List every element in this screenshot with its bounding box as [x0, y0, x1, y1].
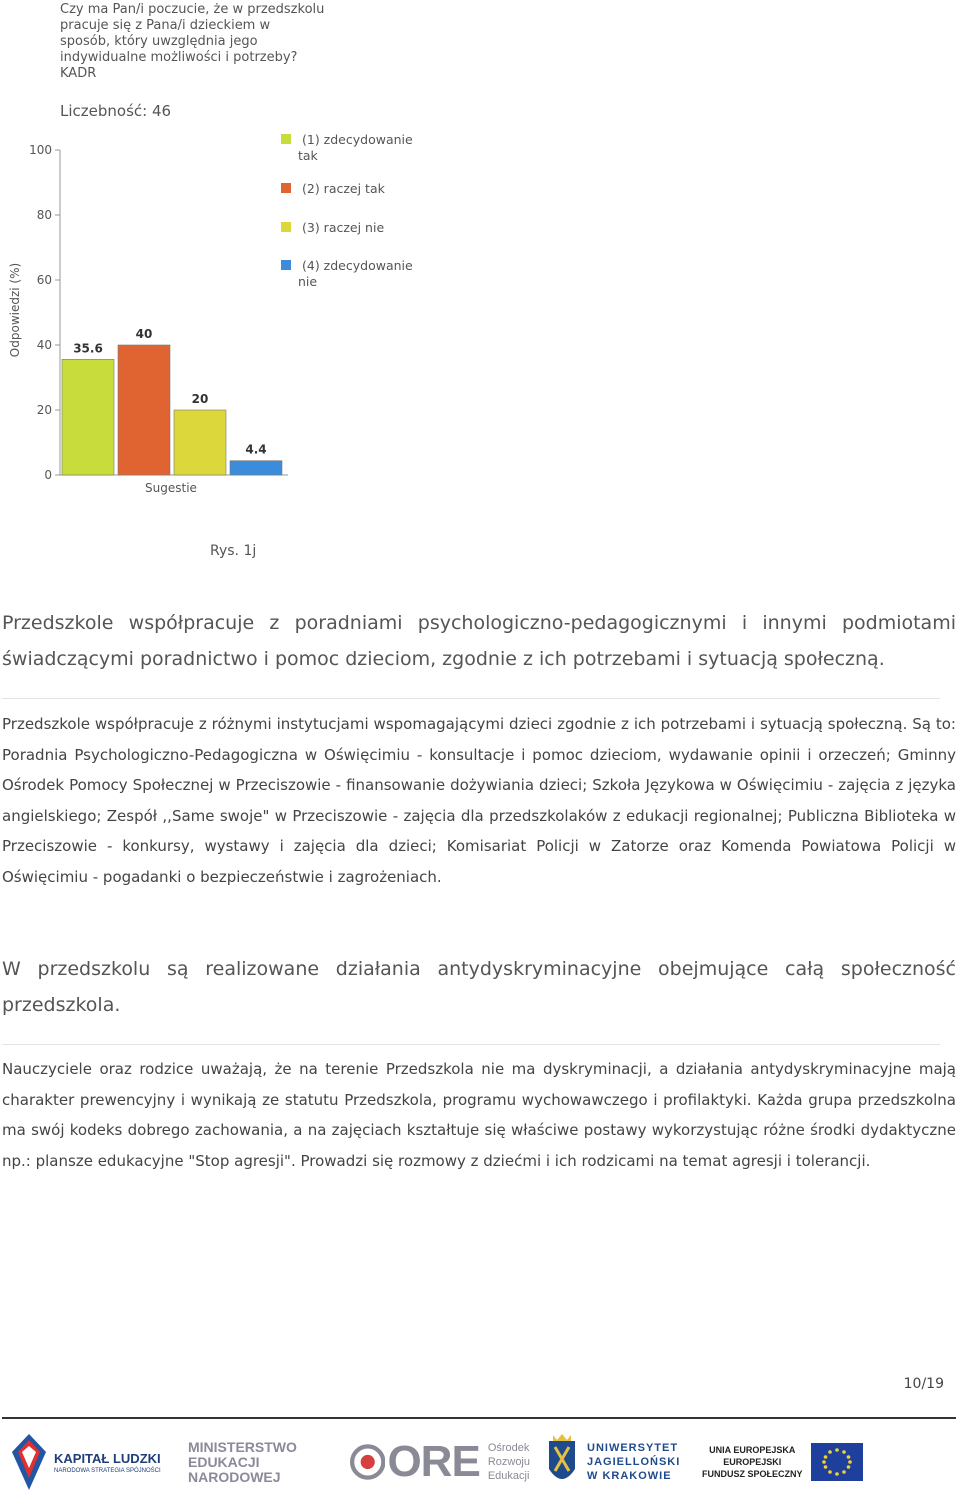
ministerstwo-line-1: MINISTERSTWO: [188, 1438, 297, 1455]
bar-4: [230, 461, 282, 475]
chart-question-line: sposób, który uwzględnia jego: [60, 34, 258, 49]
section2-divider: [2, 1044, 940, 1045]
section1-body: Przedszkole współpracuje z różnymi instytucjami wspomagającymi dzieci zgodnie z ich potrzebami i sytuacją społeczną. Są to: Poradnia Psychologiczno-Pedagogiczna w Oświęcimiu - konsultacje i pomoc dzieciom, wydawanie opinii i orzeczeń; Gminny Ośrodek Pomocy Społecznej w Przeciszowie - finansowanie dożywiania dzieci; Szkoła Językowa w Oświęcimiu - zajęcia z języka angielskiego; Zespół ,,Same swoje" w Przeciszowie - zajęcia dla przedszkolaków z edukacji regionalnej; Publiczna Biblioteka w Przeciszowie - konkursy, wystawy i zajęcia dla dzieci; Komisariat Policji w Zatorze oraz Komenda Powiatowa Policji w Oświęcimiu - pogadanki o bezpieczeństwie i zagrożeniach.: [2, 715, 956, 886]
ue-logo: [702, 1428, 872, 1496]
kapital-ludzki-logo: [10, 1428, 170, 1496]
legend-swatch-2: [281, 183, 291, 193]
section2-body: Nauczyciele oraz rodzice uważają, że na terenie Przedszkola nie ma dyskryminacji, a działania antydyskryminacyjne mają charakter prewencyjny i wynikają ze statutu Przedszkola, programu wychowawczego i profilaktyki. Każda grupa przedszkolna ma swój kodeks dobrego zachowania, a na zajęciach kształtuje się właściwe postawy wykorzystując różne środki dydaktyczne np.: plansze edukacyjne "Stop agresji". Prowadzi się rozmowy z dziećmi i ich rodzicami na temat agresji i tolerancji.: [2, 1060, 956, 1170]
y-axis-label: Odpowiedzi (%): [8, 262, 22, 358]
y-tick-label: 40: [36, 338, 52, 352]
ministerstwo-logo: [188, 1428, 318, 1496]
ue-line-1: UNIA EUROPEJSKA: [709, 1445, 796, 1455]
ministerstwo-line-3: NARODOWEJ: [188, 1468, 281, 1485]
chart-question: [60, 2, 324, 81]
uj-line-3: W KRAKOWIE: [587, 1470, 672, 1482]
bar-2: [118, 345, 170, 475]
chart-question-line: Czy ma Pan/i poczucie, że w przedszkolu: [60, 2, 325, 17]
eu-flag-icon: [811, 1443, 863, 1481]
ore-emblem-icon: [350, 1437, 385, 1487]
ore-line-2: Rozwoju: [487, 1456, 530, 1468]
ore-line-3: Edukacji: [487, 1470, 530, 1482]
ore-logo: [350, 1428, 530, 1496]
ore-mark: ORE: [387, 1437, 480, 1486]
figure-caption: Rys. 1j: [210, 543, 257, 559]
kapital-ludzki-subtitle: NARODOWA STRATEGIA SPÓJNOŚCI: [54, 1467, 161, 1474]
chart-count-label: Liczebność: 46: [60, 102, 172, 120]
bar-value-label: 40: [135, 327, 153, 341]
section1-divider: [2, 698, 940, 699]
chart-legend: [281, 132, 413, 289]
page-number: 10/19: [903, 1376, 944, 1392]
legend-label: nie: [298, 274, 318, 289]
legend-label: (3) raczej nie: [302, 220, 385, 235]
y-tick-label: 80: [36, 208, 52, 222]
uj-line-2: JAGIELLOŃSKI: [587, 1456, 681, 1468]
uj-line-1: UNIWERSYTET: [587, 1442, 679, 1454]
legend-label: tak: [298, 148, 318, 163]
section2-heading: W przedszkolu są realizowane działania antydyskryminacyjne obejmujące całą społeczność przedszkola.: [2, 958, 956, 1016]
legend-swatch-1: [281, 134, 291, 144]
survey-bar-chart: [0, 0, 480, 505]
y-tick-label: 100: [29, 143, 52, 157]
y-tick-label: 0: [44, 468, 52, 482]
x-axis-label: Sugestie: [145, 481, 197, 495]
legend-label: (1) zdecydowanie: [302, 132, 413, 147]
bar-value-label: 20: [191, 392, 209, 406]
legend-label: (4) zdecydowanie: [302, 258, 413, 273]
chart-question-line: pracuje się z Pana/i dzieckiem w: [60, 18, 271, 33]
ministerstwo-line-2: EDUKACJI: [188, 1453, 260, 1470]
y-tick-label: 20: [36, 403, 52, 417]
y-axis-ticks: [29, 143, 60, 482]
kapital-ludzki-title: KAPITAŁ LUDZKI: [54, 1450, 161, 1466]
kapital-ludzki-emblem-icon: [10, 1432, 48, 1492]
chart-question-line: indywidualne możliwości i potrzeby?: [60, 50, 298, 65]
legend-swatch-4: [281, 260, 291, 270]
ore-line-1: Ośrodek: [487, 1442, 530, 1454]
bar-value-label: 35.6: [73, 341, 103, 356]
y-tick-label: 60: [36, 273, 52, 287]
bar-1: [62, 359, 114, 475]
legend-swatch-3: [281, 222, 291, 232]
bar-3: [174, 410, 226, 475]
ue-line-2: EUROPEJSKI: [723, 1457, 782, 1467]
uj-crest-icon: [545, 1433, 579, 1491]
footer-divider: [2, 1417, 956, 1419]
uj-logo: [545, 1428, 695, 1496]
ue-line-3: FUNDUSZ SPOŁECZNY: [702, 1469, 803, 1479]
bar-value-label: 4.4: [245, 442, 267, 457]
chart-question-line: KADR: [60, 66, 97, 81]
section1-heading: Przedszkole współpracuje z poradniami psychologiczno-pedagogicznymi i innymi podmiotami świadczącymi poradnictwo i pomoc dzieciom, zgodnie z ich potrzebami i sytuacją społeczną.: [2, 612, 956, 670]
legend-label: (2) raczej tak: [302, 181, 385, 196]
